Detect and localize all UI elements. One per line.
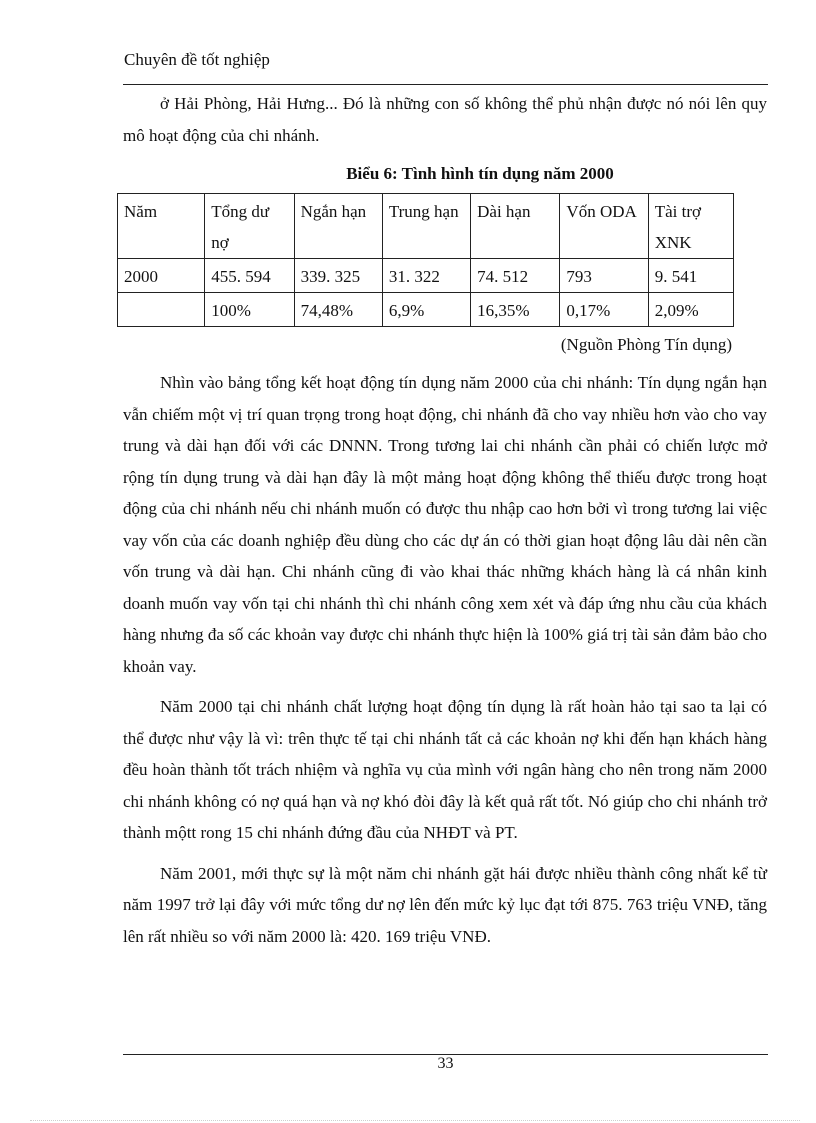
table-cell: 339. 325 (294, 259, 382, 293)
credit-table (117, 193, 734, 327)
table-cell: 100% (205, 293, 294, 327)
table-cell: 74,48% (294, 293, 382, 327)
body-paragraph: Năm 2001, mới thực sự là một năm chi nhánh gặt hái được nhiều thành công nhất kể từ năm 1997 trở lại đây với mức tổng dư nợ lên đến mức kỷ lục đạt tới 875. 763 triệu VNĐ, tăng lên rất nhiều so với năm 2000 là: 420. 169 triệu VNĐ. (123, 863, 767, 946)
header-cell-year: Năm (118, 194, 205, 259)
page-header-title: Chuyên đề tốt nghiệp (124, 50, 270, 69)
body-paragraph: Nhìn vào bảng tổng kết hoạt động tín dụng năm 2000 của chi nhánh: Tín dụng ngắn hạn vẫn chiếm một vị trí quan trọng trong hoạt động, chi nhánh đã cho vay nhiều hơn vào cho vay trung và dài hạn đối với các DNNN. Trong tương lai chi nhánh cần phải có chiến lược mở rộng tín dụng trung và dài hạn đây là một mảng hoạt động không thể thiếu được trong hoạt động của chi nhánh nếu chi nhánh muốn có được thu nhập cao hơn bởi vì trong tương lai việc vay vốn của các doanh nghiệp đều dùng cho các dự án có thời gian hoạt động lâu dài nên cần vốn trung và dài hạn. Chi nhánh cũng đi vào khai thác những khách hàng là cá nhân kinh doanh muốn vay vốn tại chi nhánh thì chi nhánh công xem xét và đáp ứng nhu cầu của khách hàng nhưng đa số các khoản vay được chi nhánh thực hiện là 100% giá trị tài sản đảm bảo cho khoản vay. (123, 373, 767, 676)
table-caption: Biểu 6: Tình hình tín dụng năm 2000 (346, 164, 614, 183)
header-divider (123, 84, 768, 85)
table-cell: 793 (560, 259, 648, 293)
header-cell-medium-term: Trung hạn (382, 194, 470, 259)
table-cell: 2,09% (648, 293, 733, 327)
page-body (123, 88, 767, 952)
table-cell (118, 293, 205, 327)
table-row (118, 293, 734, 327)
table-row (118, 259, 734, 293)
table-cell: 455. 594 (205, 259, 294, 293)
table-cell: 2000 (118, 259, 205, 293)
intro-paragraph: ở Hải Phòng, Hải Hưng... Đó là những con số không thể phủ nhận được nó nói lên quy mô hoạt động của chi nhánh. (123, 94, 767, 145)
header-cell-oda: Vốn ODA (560, 194, 648, 259)
table-cell: 0,17% (560, 293, 648, 327)
page-bottom-border (30, 1120, 800, 1121)
header-cell-long-term: Dài hạn (471, 194, 560, 259)
header-cell-short-term: Ngắn hạn (294, 194, 382, 259)
table-cell: 74. 512 (471, 259, 560, 293)
body-paragraph: Năm 2000 tại chi nhánh chất lượng hoạt động tín dụng là rất hoàn hảo tại sao ta lại có thể được như vậy là vì: trên thực tế tại chi nhánh tất cả các khoản nợ khi đến hạn khách hàng đều hoàn thành tốt trách nhiệm và nghĩa vụ của mình với ngân hàng cho nên trong năm 2000 chi nhánh không có nợ quá hạn và nợ khó đòi đây là kết quả rất tốt. Nó giúp cho chi nhánh trở thành mộtt rong 15 chi nhánh đứng đầu của NHĐT và PT. (123, 697, 767, 842)
header-cell-total: Tổng dư nợ (205, 194, 294, 259)
table-cell: 16,35% (471, 293, 560, 327)
page-number: 33 (437, 1055, 454, 1072)
table-cell: 9. 541 (648, 259, 733, 293)
table-cell: 31. 322 (382, 259, 470, 293)
header-cell-trade-finance: Tài trợ XNK (648, 194, 733, 259)
table-header-row (118, 194, 734, 259)
table-source-note: (Nguồn Phòng Tín dụng) (560, 335, 732, 354)
table-cell: 6,9% (382, 293, 470, 327)
